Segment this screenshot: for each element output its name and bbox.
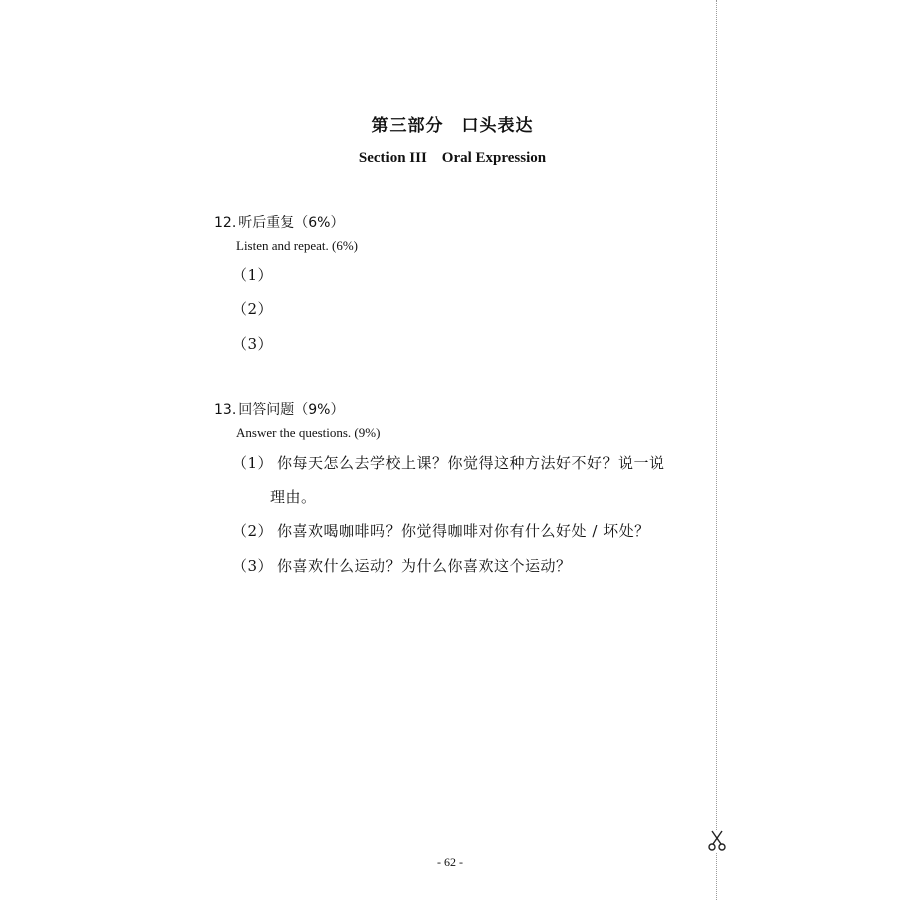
question-12-item-3	[232, 333, 277, 354]
question-12-item-2	[232, 298, 277, 319]
question-13-item-1-continuation: 理由。	[270, 488, 317, 506]
item-text: 你喜欢喝咖啡吗？你觉得咖啡对你有什么好处 / 坏处？	[277, 522, 650, 540]
question-13-heading	[214, 399, 344, 419]
cut-line	[716, 0, 717, 900]
question-13-instruction: Answer the questions. (9%)	[236, 425, 381, 440]
question-13-item-3	[232, 555, 572, 576]
page-number: - 62 -	[437, 855, 463, 869]
item-label: （2）	[232, 300, 274, 318]
scissors-icon	[708, 830, 726, 852]
question-number: 13.	[214, 402, 237, 418]
question-12-instruction: Listen and repeat. (6%)	[236, 238, 359, 253]
question-12-heading	[214, 212, 344, 232]
item-label: （1）	[232, 454, 274, 472]
item-text: 你每天怎么去学校上课？你觉得这种方法好不好？说一说	[277, 454, 665, 472]
question-13-item-1	[232, 452, 665, 473]
section-title-chinese: 第三部分 口头表达	[371, 116, 534, 136]
question-title: 听后重复（6%）	[238, 215, 345, 231]
question-13-item-2	[232, 520, 650, 541]
section-title-english: Section III Oral Expression	[358, 150, 547, 166]
item-label: （2）	[232, 522, 274, 540]
question-title: 回答问题（9%）	[238, 402, 345, 418]
question-number: 12.	[214, 215, 237, 231]
item-label: （1）	[232, 266, 274, 284]
question-12-item-1	[232, 264, 277, 285]
item-text: 你喜欢什么运动？为什么你喜欢这个运动？	[277, 557, 572, 575]
item-label: （3）	[232, 557, 274, 575]
item-label: （3）	[232, 335, 274, 353]
